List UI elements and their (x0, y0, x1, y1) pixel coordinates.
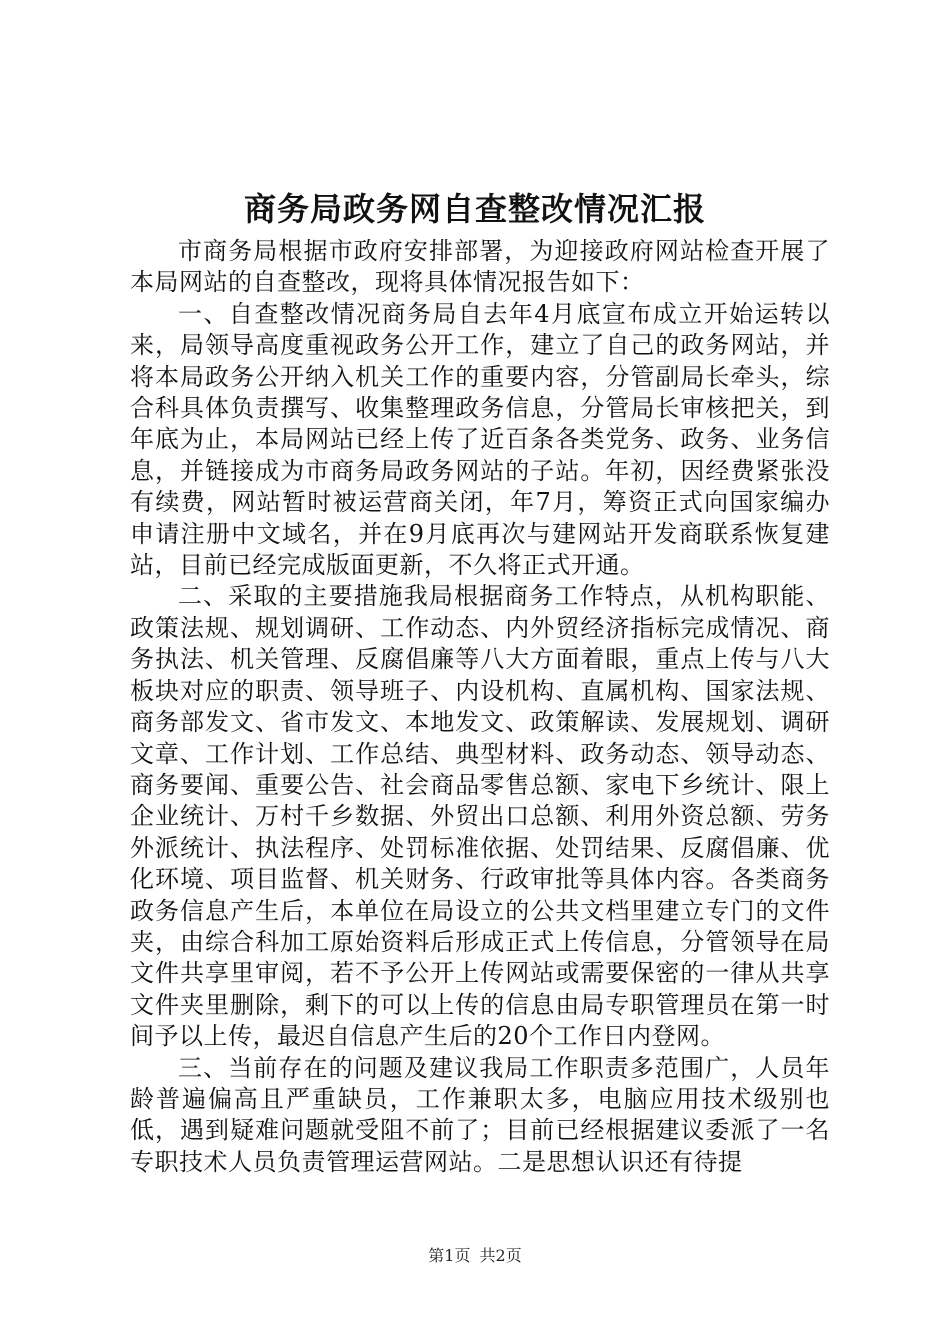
page-total: 共2页 (479, 1246, 522, 1265)
section-one-paragraph: 一、自查整改情况商务局自去年4月底宣布成立开始运转以来，局领导高度重视政务公开工作，建立了自己的政务网站，并将本局政务公开纳入机关工作的重要内容，分管副局长牵头，综合科具体负责撰写、收集整理政务信息，分管局长审核把关，到年底为止，本局网站已经上传了近百条各类党务、政务、业务信息，并链接成为市商务局政务网站的子站。年初，因经费紧张没有续费，网站暂时被运营商关闭，年7月，筹资正式向国家编办申请注册中文域名，并在9月底再次与建网站开发商联系恢复建站，目前已经完成版面更新，不久将正式开通。 (130, 299, 830, 580)
intro-paragraph: 市商务局根据市政府安排部署，为迎接政府网站检查开展了本局网站的自查整改，现将具体情况报告如下： (130, 237, 830, 297)
section-three-paragraph: 三、当前存在的问题及建议我局工作职责多范围广，人员年龄普遍偏高且严重缺员，工作兼职太多，电脑应用技术级别也低，遇到疑难问题就受阻不前了；目前已经根据建议委派了一名专职技术人员负责管理运营网站。二是思想认识还有待提 (130, 1053, 830, 1176)
page-footer (0, 1246, 950, 1266)
page-number: 第1页 (428, 1246, 471, 1265)
section-two-paragraph: 二、采取的主要措施我局根据商务工作特点，从机构职能、政策法规、规划调研、工作动态、内外贸经济指标完成情况、商务执法、机关管理、反腐倡廉等八大方面着眼，重点上传与八大板块对应的职责、领导班子、内设机构、直属机构、国家法规、商务部发文、省市发文、本地发文、政策解读、发展规划、调研文章、工作计划、工作总结、典型材料、政务动态、领导动态、商务要闻、重要公告、社会商品零售总额、家电下乡统计、限上企业统计、万村千乡数据、外贸出口总额、利用外资总额、劳务外派统计、执法程序、处罚标准依据、处罚结果、反腐倡廉、优化环境、项目监督、机关财务、行政审批等具体内容。各类商务政务信息产生后，本单位在局设立的公共文档里建立专门的文件夹，由综合科加工原始资料后形成正式上传信息，分管领导在局文件共享里审阅，若不予公开上传网站或需要保密的一律从共享文件夹里删除，剩下的可以上传的信息由局专职管理员在第一时间予以上传，最迟自信息产生后的20个工作日内登网。 (130, 582, 830, 1051)
document-title: 商务局政务网自查整改情况汇报 (243, 190, 706, 228)
document-body (130, 236, 830, 1178)
